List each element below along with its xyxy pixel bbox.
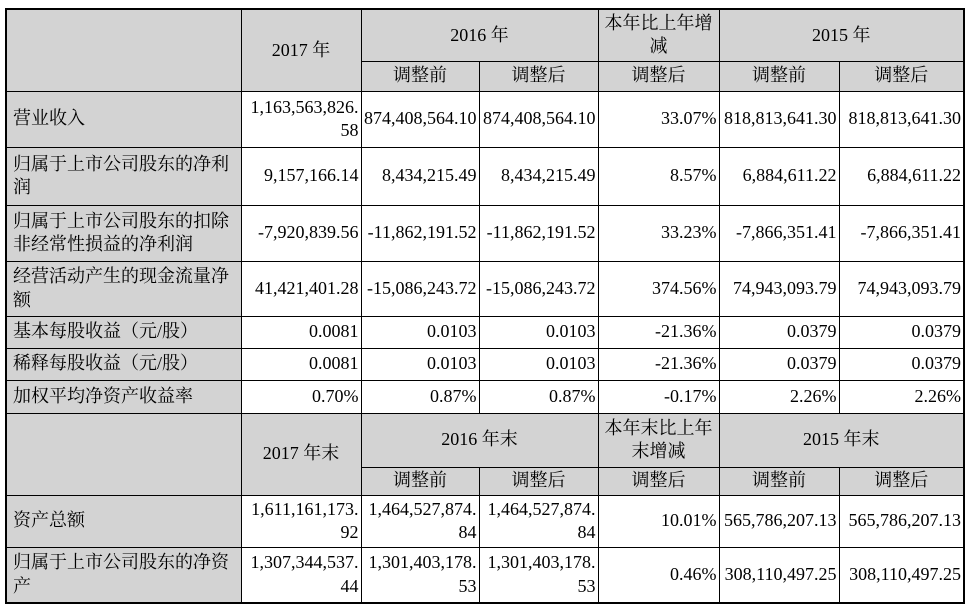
row-label: 经营活动产生的现金流量净额 — [6, 261, 241, 316]
value-2016-after: 1,301,403,178.53 — [479, 547, 598, 603]
yearend-change-adj-after: 调整后 — [598, 467, 719, 495]
table-row-net-assets — [6, 547, 964, 603]
table-row-diluted-eps — [6, 348, 964, 380]
value-change: 8.57% — [598, 147, 719, 205]
value-2016-after: 8,434,215.49 — [479, 147, 598, 205]
value-2017: 1,163,563,826.58 — [241, 91, 361, 147]
yearend-header-row-years — [6, 413, 964, 467]
yearend-2016-adj-before: 调整前 — [361, 467, 479, 495]
value-2016-before: -15,086,243.72 — [361, 261, 479, 316]
table-row-total-assets — [6, 495, 964, 547]
corner-blank-cell — [6, 9, 241, 91]
value-2015-before: 818,813,641.30 — [719, 91, 839, 147]
value-2015-before: 308,110,497.25 — [719, 547, 839, 603]
value-2017: 1,611,161,173.92 — [241, 495, 361, 547]
value-2016-before: 1,301,403,178.53 — [361, 547, 479, 603]
value-2015-after: -7,866,351.41 — [839, 205, 964, 261]
value-2016-before: 0.0103 — [361, 348, 479, 380]
annual-col-2017: 2017 年 — [241, 9, 361, 91]
value-change: 10.01% — [598, 495, 719, 547]
value-2017: 9,157,166.14 — [241, 147, 361, 205]
value-2016-after: -15,086,243.72 — [479, 261, 598, 316]
yearend-col-2016: 2016 年末 — [361, 413, 598, 467]
table-row-revenue — [6, 91, 964, 147]
value-2016-after: -11,862,191.52 — [479, 205, 598, 261]
row-label: 归属于上市公司股东的扣除非经常性损益的净利润 — [6, 205, 241, 261]
row-label: 营业收入 — [6, 91, 241, 147]
yearend-2015-adj-before: 调整前 — [719, 467, 839, 495]
value-2015-before: 565,786,207.13 — [719, 495, 839, 547]
value-change: 33.07% — [598, 91, 719, 147]
value-change: 0.46% — [598, 547, 719, 603]
annual-header-row-years — [6, 9, 964, 61]
value-change: -21.36% — [598, 348, 719, 380]
value-2015-after: 2.26% — [839, 380, 964, 413]
yearend-2015-adj-after: 调整后 — [839, 467, 964, 495]
value-2017: 1,307,344,537.44 — [241, 547, 361, 603]
yearend-col-2015: 2015 年末 — [719, 413, 964, 467]
value-2016-after: 0.0103 — [479, 316, 598, 348]
value-2016-after: 0.87% — [479, 380, 598, 413]
yearend-2016-adj-after: 调整后 — [479, 467, 598, 495]
value-2015-before: 74,943,093.79 — [719, 261, 839, 316]
row-label: 资产总额 — [6, 495, 241, 547]
value-change: 374.56% — [598, 261, 719, 316]
row-label: 归属于上市公司股东的净资产 — [6, 547, 241, 603]
value-2015-after: 0.0379 — [839, 316, 964, 348]
table-row-weighted-avg-roe — [6, 380, 964, 413]
value-change: -21.36% — [598, 316, 719, 348]
row-label: 加权平均净资产收益率 — [6, 380, 241, 413]
value-2016-before: 0.0103 — [361, 316, 479, 348]
yearend-col-2017: 2017 年末 — [241, 413, 361, 495]
table-row-operating-cashflow — [6, 261, 964, 316]
value-2016-after: 874,408,564.10 — [479, 91, 598, 147]
value-2015-after: 308,110,497.25 — [839, 547, 964, 603]
value-2017: 0.70% — [241, 380, 361, 413]
annual-2015-adj-after: 调整后 — [839, 61, 964, 91]
annual-change-adj-after: 调整后 — [598, 61, 719, 91]
table-row-net-profit — [6, 147, 964, 205]
value-2015-before: -7,866,351.41 — [719, 205, 839, 261]
value-2015-after: 74,943,093.79 — [839, 261, 964, 316]
value-2016-before: 874,408,564.10 — [361, 91, 479, 147]
value-2016-before: 8,434,215.49 — [361, 147, 479, 205]
yearend-col-change: 本年末比上年末增减 — [598, 413, 719, 467]
value-change: 33.23% — [598, 205, 719, 261]
value-2015-after: 818,813,641.30 — [839, 91, 964, 147]
value-2015-before: 0.0379 — [719, 316, 839, 348]
value-2015-after: 6,884,611.22 — [839, 147, 964, 205]
value-2016-before: 0.87% — [361, 380, 479, 413]
row-label: 基本每股收益（元/股） — [6, 316, 241, 348]
table-row-basic-eps — [6, 316, 964, 348]
row-label: 稀释每股收益（元/股） — [6, 348, 241, 380]
annual-col-2016: 2016 年 — [361, 9, 598, 61]
financial-summary-table — [5, 8, 965, 604]
value-2016-after: 0.0103 — [479, 348, 598, 380]
annual-2016-adj-before: 调整前 — [361, 61, 479, 91]
value-2016-before: -11,862,191.52 — [361, 205, 479, 261]
annual-col-change: 本年比上年增减 — [598, 9, 719, 61]
annual-2015-adj-before: 调整前 — [719, 61, 839, 91]
value-2015-after: 0.0379 — [839, 348, 964, 380]
value-2016-after: 1,464,527,874.84 — [479, 495, 598, 547]
table-row-net-profit-excl-nonrecurring — [6, 205, 964, 261]
value-2017: 41,421,401.28 — [241, 261, 361, 316]
value-2015-before: 0.0379 — [719, 348, 839, 380]
value-2015-before: 6,884,611.22 — [719, 147, 839, 205]
value-2016-before: 1,464,527,874.84 — [361, 495, 479, 547]
value-2015-after: 565,786,207.13 — [839, 495, 964, 547]
value-2015-before: 2.26% — [719, 380, 839, 413]
value-2017: 0.0081 — [241, 348, 361, 380]
annual-col-2015: 2015 年 — [719, 9, 964, 61]
value-2017: -7,920,839.56 — [241, 205, 361, 261]
value-change: -0.17% — [598, 380, 719, 413]
corner-blank-cell — [6, 413, 241, 495]
row-label: 归属于上市公司股东的净利润 — [6, 147, 241, 205]
annual-2016-adj-after: 调整后 — [479, 61, 598, 91]
value-2017: 0.0081 — [241, 316, 361, 348]
